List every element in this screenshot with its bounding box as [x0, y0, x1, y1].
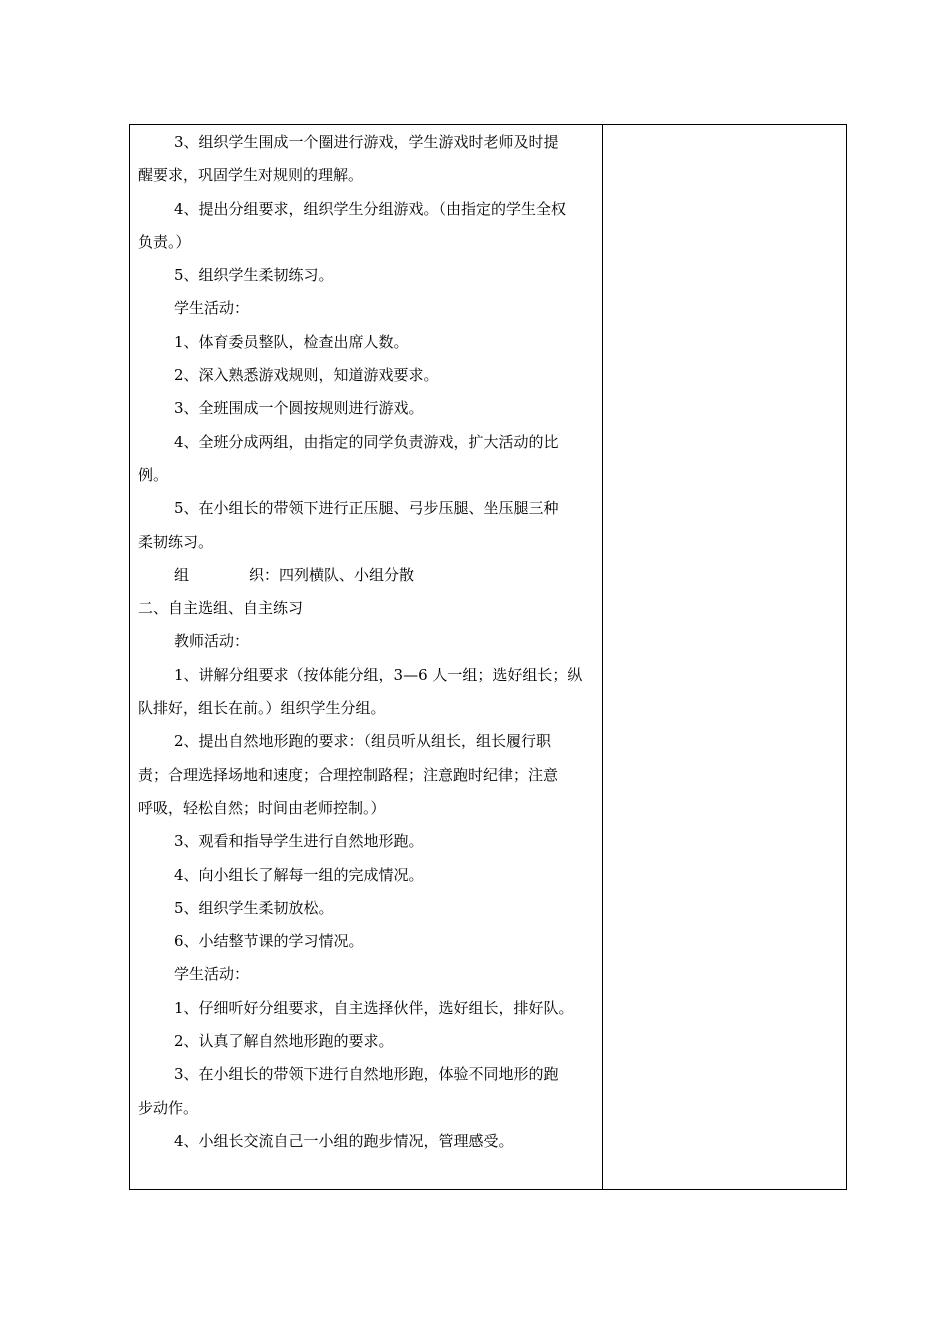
text-line: 3、组织学生围成一个圈进行游戏，学生游戏时老师及时提	[174, 133, 559, 151]
text-line: 3、观看和指导学生进行自然地形跑。	[174, 832, 424, 851]
text-line: 1、讲解分组要求（按体能分组，3—6 人一组；选好组长；纵	[174, 665, 583, 684]
text-line: 3、全班围成一个圆按规则进行游戏。	[174, 399, 424, 418]
text-line: 醒要求，巩固学生对规则的理解。	[138, 166, 364, 185]
text-line: 责；合理选择场地和速度；合理控制路程；注意跑时纪律；注意	[138, 765, 559, 784]
text-line: 呼吸，轻松自然；时间由老师控制。）	[138, 798, 386, 817]
text-line: 4、向小组长了解每一组的完成情况。	[174, 865, 424, 884]
text-line: 4、小组长交流自己一小组的跑步情况，管理感受。	[174, 1131, 514, 1150]
text-line: 3、在小组长的带领下进行自然地形跑，体验不同地形的跑	[174, 1065, 559, 1084]
text-line: 例。	[138, 465, 169, 484]
section-heading: 学生活动：	[174, 965, 250, 984]
text-line: 2、深入熟悉游戏规则，知道游戏要求。	[174, 366, 439, 385]
organization-line	[138, 559, 598, 592]
section-heading: 教师活动：	[174, 632, 250, 651]
text-line: 1、仔细听好分组要求，自主选择伙伴，选好组长，排好队。	[174, 998, 574, 1017]
organization-label-b: 织：四列横队、小组分散	[249, 565, 415, 584]
organization-label-a: 组	[174, 565, 190, 584]
text-line: 4、全班分成两组，由指定的同学负责游戏，扩大活动的比	[174, 432, 559, 451]
text-line: 1、体育委员整队，检查出席人数。	[174, 332, 409, 351]
text-line: 6、小结整节课的学习情况。	[174, 932, 364, 951]
text-line: 2、提出自然地形跑的要求：（组员听从组长，组长履行职	[174, 732, 552, 751]
text-line: 步动作。	[138, 1098, 199, 1117]
text-line: 5、组织学生柔韧放松。	[174, 898, 334, 917]
lesson-content-cell	[138, 126, 598, 1158]
text-line: 2、认真了解自然地形跑的要求。	[174, 1032, 394, 1051]
text-line: 5、组织学生柔韧练习。	[174, 266, 334, 285]
text-line: 队排好，组长在前。）组织学生分组。	[138, 699, 386, 718]
section-heading: 学生活动：	[174, 299, 250, 318]
text-line: 4、提出分组要求，组织学生分组游戏。（由指定的学生全权	[174, 199, 567, 218]
text-line: 5、在小组长的带领下进行正压腿、弓步压腿、坐压腿三种	[174, 499, 559, 518]
text-line: 负责。）	[138, 232, 191, 251]
text-line: 柔韧练习。	[138, 532, 214, 551]
section-title: 二、自主选组、自主练习	[138, 599, 304, 618]
column-divider	[602, 124, 603, 1190]
